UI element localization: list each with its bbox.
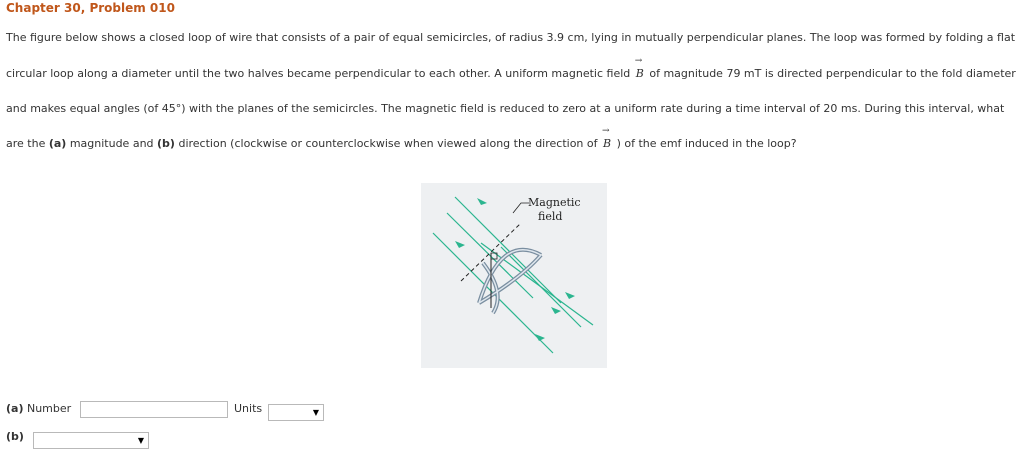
part-b-bold: (b) (6, 430, 24, 443)
dropdown-caret-icon: ▼ (137, 436, 144, 445)
line-4-end: ) of the emf induced in the loop? (616, 137, 797, 150)
units-select[interactable] (268, 404, 324, 421)
loop-diagram (421, 183, 607, 368)
field-line (447, 213, 533, 298)
dropdown-caret-icon: ▼ (312, 408, 319, 417)
vector-arrow-icon: → (602, 126, 610, 136)
number-label: Number (26, 402, 72, 415)
field-line (481, 243, 593, 325)
part-a-bold: (a) (6, 402, 24, 415)
problem-line-4 (6, 126, 797, 150)
part-a-marker: (a) (48, 137, 67, 150)
vector-letter: B (635, 67, 644, 80)
direction-select[interactable] (33, 432, 149, 449)
number-input[interactable] (80, 401, 228, 418)
problem-line-2-end: of magnitude 79 mT is directed perpendicular to the fold diameter (649, 67, 1016, 80)
label-leader (513, 203, 529, 213)
field-label: field (538, 210, 563, 223)
vector-b-symbol-2 (601, 126, 613, 150)
problem-line-3: and makes equal angles (of 45°) with the planes of the semicircles. The magnetic field is reduced to zero at a uniform rate during a time interval of 20 ms. During this interval, what (6, 102, 1005, 115)
problem-line-1: The figure below shows a closed loop of wire that consists of a pair of equal semicircles, of radius 3.9 cm, lying in mutually perpendicular planes. The loop was formed by folding a flat (6, 31, 1016, 44)
arrowhead-icon (565, 292, 575, 299)
part-a-label (6, 402, 71, 415)
field-line (501, 247, 581, 327)
line-4-start: are the (6, 137, 46, 150)
vector-arrow-icon: → (634, 56, 643, 66)
arrowhead-icon (535, 334, 545, 341)
problem-line-2 (6, 56, 1016, 80)
loop-figure (421, 183, 607, 368)
problem-title: Chapter 30, Problem 010 (6, 1, 175, 15)
vector-b-symbol (634, 56, 646, 80)
arrowhead-icon (455, 241, 465, 248)
line-4-magnitude: magnitude and (69, 137, 154, 150)
part-b-marker: (b) (157, 137, 175, 150)
magnetic-label: Magnetic (528, 196, 581, 209)
line-4-direction: direction (clockwise or counterclockwise when viewed along the direction of (178, 137, 598, 150)
arrowhead-icon (551, 307, 561, 314)
vector-letter: B (603, 137, 612, 150)
units-label: Units (234, 402, 263, 415)
part-b-label (6, 430, 24, 443)
problem-line-2-start: circular loop along a diameter until the two halves became perpendicular to each other. A uniform magnetic field (6, 67, 631, 80)
arrowhead-icon (477, 198, 487, 205)
